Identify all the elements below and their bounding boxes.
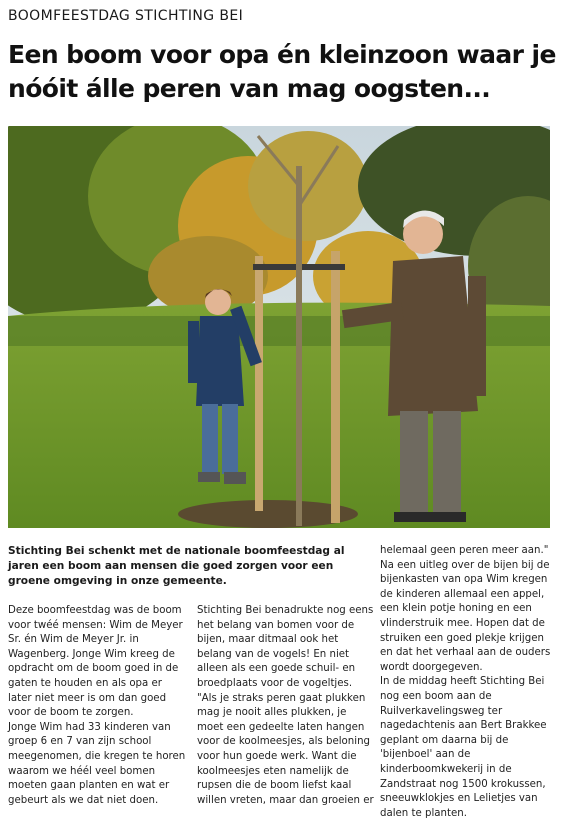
paragraph: helemaal geen peren meer aan." Na een uitleg over de bijen bij de bijenkasten van opa Wim kregen de kinderen allemaal een appel, een klein potje honing en een vlinderstruik mee. Hopen dat de struiken een goed plekje krijgen en dat het verhaal aan de ouders wordt doorgegeven. <box>380 545 551 673</box>
article-column-1 <box>8 604 186 808</box>
paragraph: Stichting Bei benadrukte nog eens het belang van bomen voor de bijen, maar ditmaal ook het belang van de vogels! En niet alleen als een goede schuil- en broedplaats voor de vogeltjes. <box>197 605 374 689</box>
article-column-2 <box>197 604 375 808</box>
paragraph: Deze boomfeestdag was de boom voor twéé mensen: Wim de Meyer Sr. én Wim de Meyer Jr. in Wagenberg. Jonge Wim kreeg de opdracht om de boom goed in de gaten te houden en als opa er later niet meer is om dan goed voor de boom te zorgen. <box>8 605 183 719</box>
article-column-3 <box>380 544 556 821</box>
article-lead: Stichting Bei schenkt met de nationale boomfeestdag al jaren een boom aan mensen die goed zorgen voor een groene omgeving in onze gemeente. <box>8 545 345 587</box>
paragraph: "Als je straks peren gaat plukken mag je nooit alles plukken, je moet een gedeelte laten hangen voor de koolmeesjes, als beloning voor hun goede werk. Want die koolmeesjes eten namelijk de rupsen die de boom liefst kaal willen vreten, maar dan groeien er <box>197 692 374 806</box>
paragraph: In de middag heeft Stichting Bei nog een boom aan de Ruilverkavelingsweg ter nagedachtenis aan Bert Brakkee geplant om daarna bij de 'bijenboel' aan de kinderboomkwekerij in de Zandstraat nog 1500 krokussen, sneeuwklokjes en Lelietjes van dalen te planten. <box>380 676 547 819</box>
article-photo <box>8 126 550 528</box>
paragraph: Jonge Wim had 33 kinderen van groep 6 en 7 van zijn school meegenomen, die kregen te horen waarom we héél veel bomen moeten gaan planten en wat er gebeurt als we dat niet doen. <box>8 721 186 806</box>
article-kicker: BOOMFEESTDAG STICHTING BEI <box>8 8 244 24</box>
article-headline: Een boom voor opa én kleinzoon waar je nóóit álle peren van mag oogsten... <box>8 40 556 103</box>
